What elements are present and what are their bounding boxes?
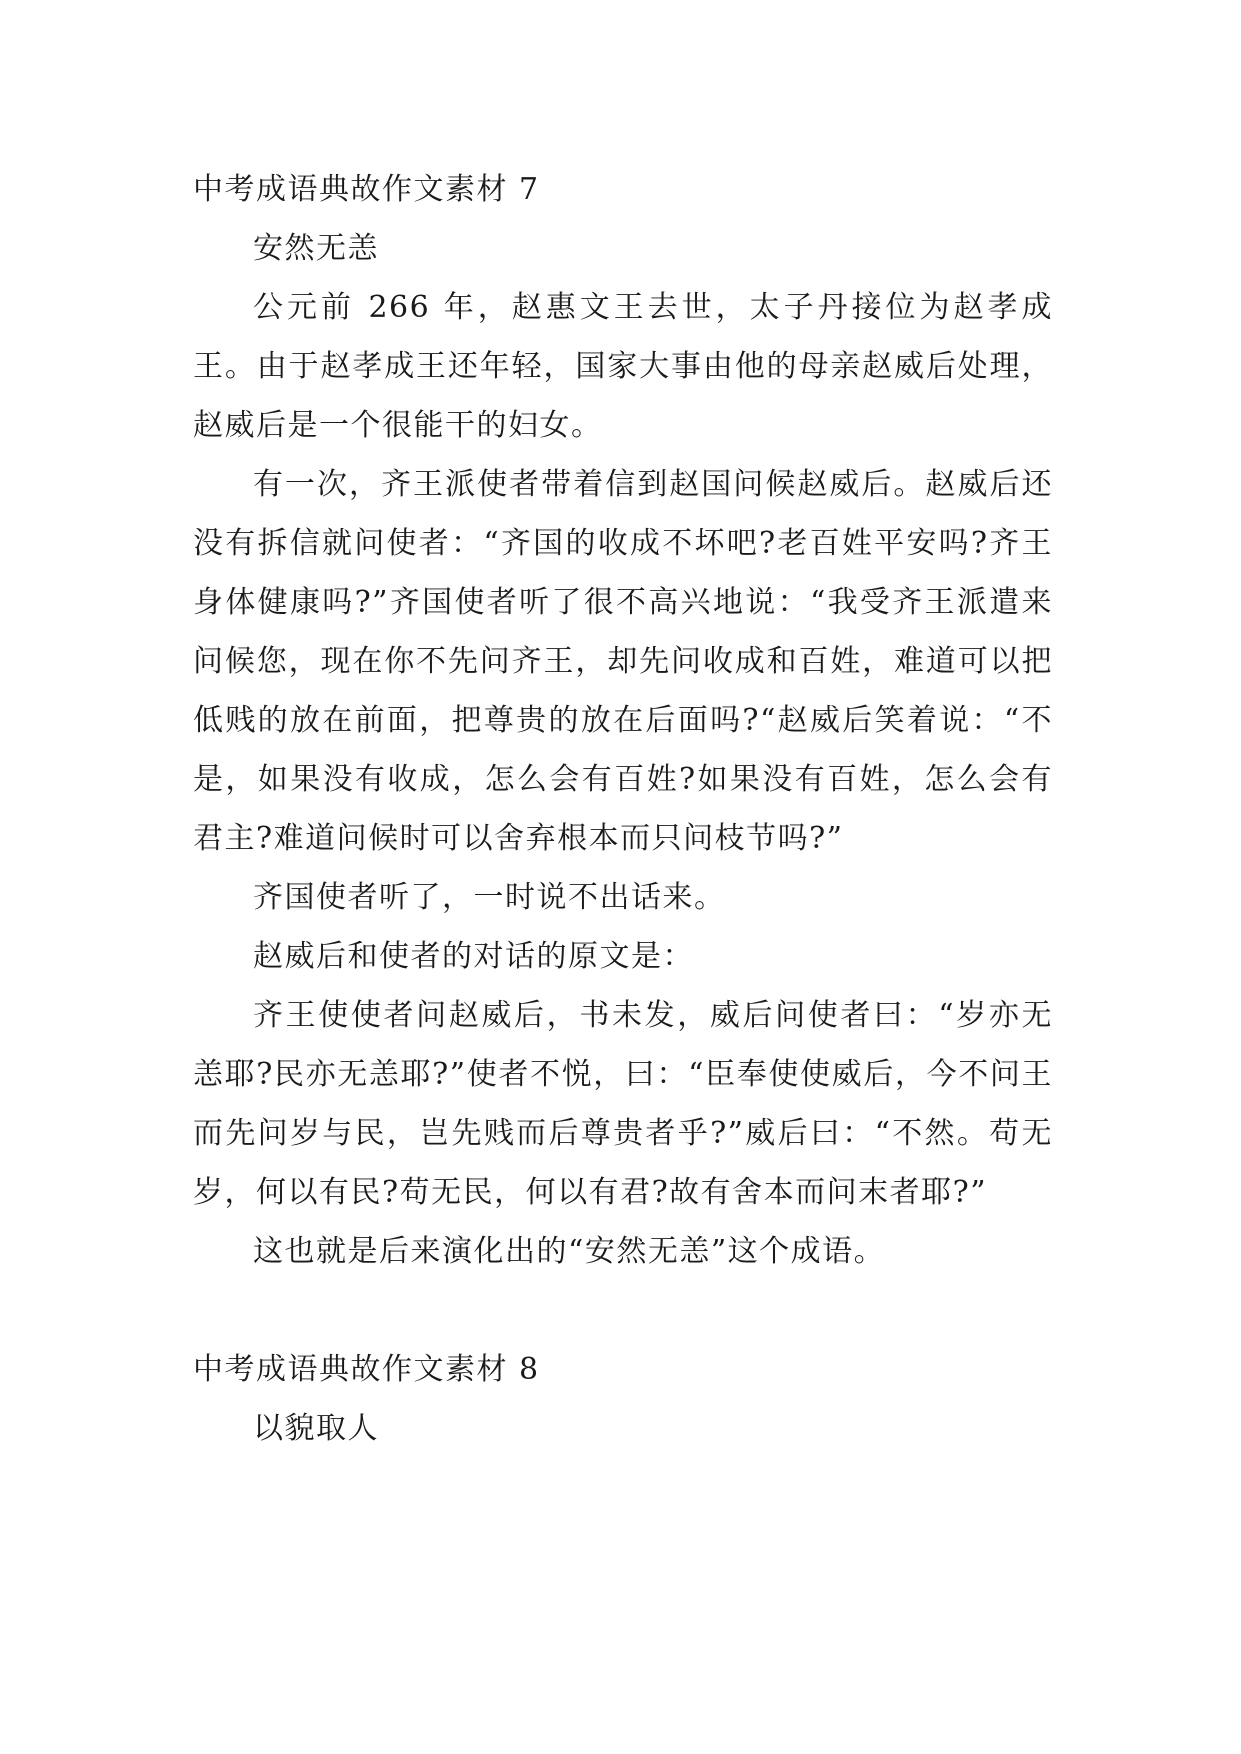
section-material-8 xyxy=(193,1340,1053,1458)
paragraph: 齐国使者听了，一时说不出话来。 xyxy=(253,880,726,915)
paragraph: 公元前 266 年，赵惠文王去世，太子丹接位为赵孝成王。由于赵孝成王还年轻，国家大事由他的母亲赵威后处理，赵威后是一个很能干的妇女。 xyxy=(193,290,1053,443)
paragraph: 齐王使使者问赵威后，书未发，威后问使者曰：“岁亦无恙耶?民亦无恙耶?”使者不悦，曰：“臣奉使使威后，今不问王而先问岁与民，岂先贱而后尊贵者乎?”威后曰：“不然。苟无岁，何以有民?苟无民，何以有君?故有舍本而问末者耶?” xyxy=(193,998,1053,1210)
paragraph: 这也就是后来演化出的“安然无恙”这个成语。 xyxy=(253,1234,886,1269)
paragraph: 有一次，齐王派使者带着信到赵国问候赵威后。赵威后还没有拆信就问使者：“齐国的收成不坏吧?老百姓平安吗?齐王身体健康吗?”齐国使者听了很不高兴地说：“我受齐王派遣来问候您，现在你不先问齐王，却先问收成和百姓，难道可以把低贱的放在前面，把尊贵的放在后面吗?“赵威后笑着说：“不是，如果没有收成，怎么会有百姓?如果没有百姓，怎么会有君主?难道问候时可以舍弃根本而只问枝节吗?” xyxy=(193,467,1053,856)
document-body xyxy=(193,160,1053,1458)
section-heading: 中考成语典故作文素材 8 xyxy=(193,1352,540,1387)
idiom-title: 安然无恙 xyxy=(253,231,379,266)
paragraph: 赵威后和使者的对话的原文是： xyxy=(253,939,694,974)
section-spacer xyxy=(193,1281,1053,1340)
section-material-7 xyxy=(193,160,1053,1281)
section-heading: 中考成语典故作文素材 7 xyxy=(193,172,540,207)
idiom-title: 以貌取人 xyxy=(253,1411,379,1446)
